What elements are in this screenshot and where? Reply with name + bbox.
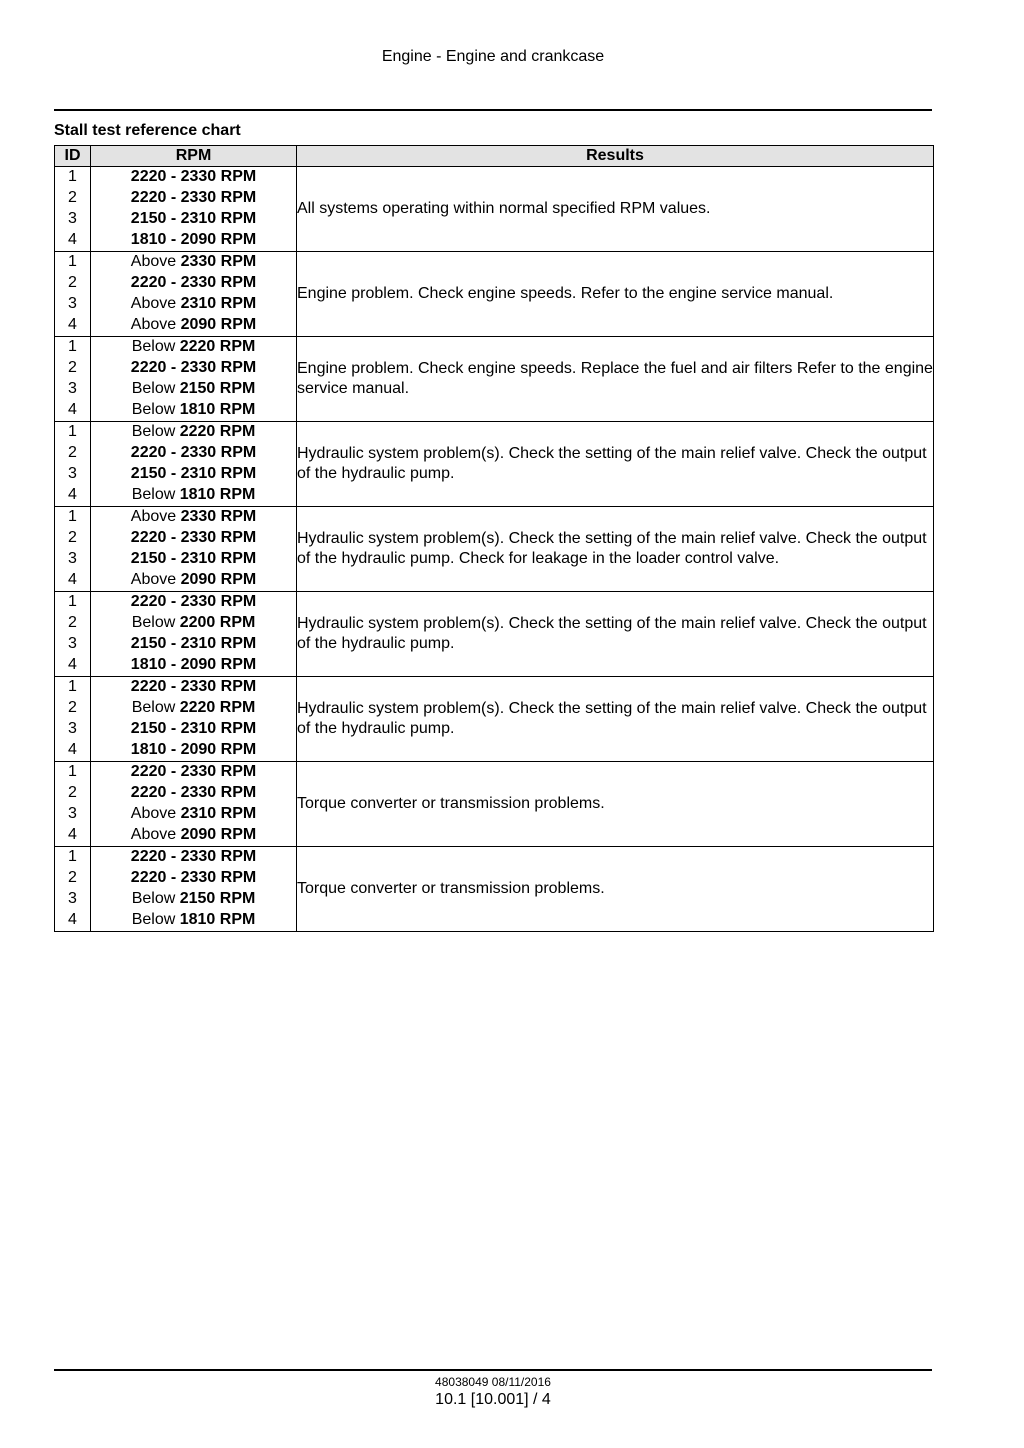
rpm-value bbox=[91, 209, 296, 230]
id-cell bbox=[55, 422, 91, 507]
rpm-range: 2220 RPM bbox=[179, 423, 256, 440]
id-cell bbox=[55, 592, 91, 677]
rpm-range: 1810 - 2090 RPM bbox=[130, 656, 257, 673]
rpm-value bbox=[91, 485, 296, 506]
result-cell: Hydraulic system problem(s). Check the setting of the main relief valve. Check the output of the hydraulic pump. Check for leakage in the loader control valve. bbox=[297, 507, 934, 592]
rpm-cell bbox=[91, 507, 297, 592]
stall-test-table bbox=[54, 145, 934, 932]
rpm-range: 2220 - 2330 RPM bbox=[130, 784, 257, 801]
rpm-value bbox=[91, 358, 296, 379]
rpm-value bbox=[91, 719, 296, 740]
rpm-range: 1810 RPM bbox=[179, 486, 256, 503]
rpm-cell bbox=[91, 422, 297, 507]
rpm-range: 2200 RPM bbox=[179, 614, 256, 631]
test-id: 2 bbox=[68, 359, 77, 376]
test-id: 3 bbox=[68, 465, 77, 482]
result-cell: Hydraulic system problem(s). Check the setting of the main relief valve. Check the output of the hydraulic pump. bbox=[297, 677, 934, 762]
page-number: 10.1 [10.001] / 4 bbox=[435, 1391, 551, 1408]
rpm-range: 1810 - 2090 RPM bbox=[130, 741, 257, 758]
rpm-cell bbox=[91, 677, 297, 762]
id-cell bbox=[55, 762, 91, 847]
rpm-value bbox=[91, 273, 296, 294]
table-row bbox=[55, 167, 934, 252]
id-cell bbox=[55, 337, 91, 422]
id-cell bbox=[55, 252, 91, 337]
test-id: 1 bbox=[68, 678, 77, 695]
test-id: 2 bbox=[68, 699, 77, 716]
id-cell bbox=[55, 677, 91, 762]
rpm-value bbox=[91, 847, 296, 868]
id-cell bbox=[55, 167, 91, 252]
test-id: 1 bbox=[68, 253, 77, 270]
rpm-range: 2220 - 2330 RPM bbox=[130, 444, 257, 461]
rpm-range: 2090 RPM bbox=[180, 571, 257, 588]
test-id: 4 bbox=[68, 741, 77, 758]
rpm-range: 2150 - 2310 RPM bbox=[130, 720, 257, 737]
rpm-range: 2220 - 2330 RPM bbox=[130, 359, 257, 376]
rpm-qualifier: Below bbox=[131, 380, 180, 397]
rpm-range: 2090 RPM bbox=[180, 826, 257, 843]
rpm-range: 1810 RPM bbox=[179, 401, 256, 418]
rpm-value bbox=[91, 698, 296, 719]
header-divider bbox=[54, 109, 932, 111]
test-id: 4 bbox=[68, 486, 77, 503]
result-cell: All systems operating within normal specified RPM values. bbox=[297, 167, 934, 252]
test-id: 2 bbox=[68, 614, 77, 631]
test-id: 4 bbox=[68, 316, 77, 333]
rpm-range: 2310 RPM bbox=[180, 805, 257, 822]
rpm-value bbox=[91, 549, 296, 570]
rpm-range: 2220 - 2330 RPM bbox=[130, 593, 257, 610]
rpm-qualifier: Above bbox=[130, 316, 181, 333]
rpm-value bbox=[91, 188, 296, 209]
rpm-value bbox=[91, 528, 296, 549]
rpm-cell bbox=[91, 252, 297, 337]
rpm-value bbox=[91, 825, 296, 846]
result-cell: Torque converter or transmission problems. bbox=[297, 762, 934, 847]
rpm-range: 2220 - 2330 RPM bbox=[130, 763, 257, 780]
rpm-value bbox=[91, 337, 296, 358]
test-id: 3 bbox=[68, 890, 77, 907]
rpm-range: 2150 RPM bbox=[179, 380, 256, 397]
test-id: 1 bbox=[68, 168, 77, 185]
rpm-value bbox=[91, 252, 296, 273]
table-row bbox=[55, 252, 934, 337]
rpm-value bbox=[91, 634, 296, 655]
rpm-value bbox=[91, 570, 296, 591]
rpm-range: 2150 - 2310 RPM bbox=[130, 210, 257, 227]
rpm-range: 1810 - 2090 RPM bbox=[130, 231, 257, 248]
test-id: 1 bbox=[68, 338, 77, 355]
rpm-value bbox=[91, 315, 296, 336]
document-number: 48038049 08/11/2016 bbox=[435, 1375, 551, 1389]
rpm-value bbox=[91, 783, 296, 804]
table-row bbox=[55, 762, 934, 847]
test-id: 1 bbox=[68, 848, 77, 865]
test-id: 2 bbox=[68, 784, 77, 801]
rpm-value bbox=[91, 592, 296, 613]
test-id: 1 bbox=[68, 763, 77, 780]
test-id: 1 bbox=[68, 423, 77, 440]
rpm-range: 2090 RPM bbox=[180, 316, 257, 333]
test-id: 2 bbox=[68, 869, 77, 886]
test-id: 3 bbox=[68, 380, 77, 397]
rpm-qualifier: Above bbox=[130, 295, 181, 312]
rpm-value bbox=[91, 443, 296, 464]
rpm-cell bbox=[91, 762, 297, 847]
rpm-range: 2150 RPM bbox=[179, 890, 256, 907]
rpm-value bbox=[91, 422, 296, 443]
test-id: 3 bbox=[68, 720, 77, 737]
result-cell: Engine problem. Check engine speeds. Refer to the engine service manual. bbox=[297, 252, 934, 337]
rpm-range: 2310 RPM bbox=[180, 295, 257, 312]
result-cell: Hydraulic system problem(s). Check the setting of the main relief valve. Check the output of the hydraulic pump. bbox=[297, 422, 934, 507]
rpm-value bbox=[91, 294, 296, 315]
rpm-range: 2220 - 2330 RPM bbox=[130, 869, 257, 886]
table-row bbox=[55, 422, 934, 507]
test-id: 3 bbox=[68, 805, 77, 822]
rpm-qualifier: Below bbox=[131, 890, 180, 907]
column-header-id: ID bbox=[55, 146, 91, 167]
rpm-value bbox=[91, 230, 296, 251]
rpm-cell bbox=[91, 167, 297, 252]
rpm-value bbox=[91, 889, 296, 910]
rpm-qualifier: Below bbox=[131, 401, 180, 418]
test-id: 3 bbox=[68, 295, 77, 312]
rpm-cell bbox=[91, 592, 297, 677]
rpm-qualifier: Below bbox=[131, 486, 180, 503]
column-header-results: Results bbox=[297, 146, 934, 167]
rpm-range: 2220 - 2330 RPM bbox=[130, 848, 257, 865]
table-header-row bbox=[55, 146, 934, 167]
test-id: 3 bbox=[68, 635, 77, 652]
rpm-range: 2220 RPM bbox=[179, 338, 256, 355]
test-id: 4 bbox=[68, 571, 77, 588]
rpm-value bbox=[91, 613, 296, 634]
table-row bbox=[55, 847, 934, 932]
rpm-range: 2220 - 2330 RPM bbox=[130, 678, 257, 695]
rpm-qualifier: Below bbox=[131, 911, 180, 928]
test-id: 4 bbox=[68, 911, 77, 928]
rpm-value bbox=[91, 655, 296, 676]
test-id: 1 bbox=[68, 593, 77, 610]
test-id: 2 bbox=[68, 189, 77, 206]
result-cell: Torque converter or transmission problems. bbox=[297, 847, 934, 932]
rpm-qualifier: Above bbox=[130, 805, 181, 822]
test-id: 2 bbox=[68, 444, 77, 461]
table-row bbox=[55, 337, 934, 422]
test-id: 2 bbox=[68, 529, 77, 546]
test-id: 3 bbox=[68, 550, 77, 567]
rpm-qualifier: Below bbox=[131, 338, 180, 355]
rpm-qualifier: Above bbox=[130, 508, 181, 525]
table-row bbox=[55, 592, 934, 677]
rpm-value bbox=[91, 400, 296, 421]
rpm-value bbox=[91, 762, 296, 783]
test-id: 4 bbox=[68, 656, 77, 673]
rpm-range: 2220 - 2330 RPM bbox=[130, 274, 257, 291]
id-cell bbox=[55, 507, 91, 592]
rpm-range: 2330 RPM bbox=[180, 253, 257, 270]
rpm-value bbox=[91, 464, 296, 485]
rpm-range: 2150 - 2310 RPM bbox=[130, 465, 257, 482]
table-row bbox=[55, 507, 934, 592]
rpm-range: 2330 RPM bbox=[180, 508, 257, 525]
footer-divider bbox=[54, 1369, 932, 1371]
test-id: 3 bbox=[68, 210, 77, 227]
rpm-cell bbox=[91, 847, 297, 932]
rpm-qualifier: Above bbox=[130, 253, 181, 270]
rpm-value bbox=[91, 804, 296, 825]
rpm-value bbox=[91, 379, 296, 400]
column-header-rpm: RPM bbox=[91, 146, 297, 167]
rpm-qualifier: Below bbox=[131, 614, 180, 631]
rpm-value bbox=[91, 910, 296, 931]
test-id: 1 bbox=[68, 508, 77, 525]
result-cell: Engine problem. Check engine speeds. Replace the fuel and air filters Refer to the engine service manual. bbox=[297, 337, 934, 422]
rpm-qualifier: Above bbox=[130, 571, 181, 588]
table-body bbox=[55, 167, 934, 932]
chart-title: Stall test reference chart bbox=[54, 122, 241, 139]
rpm-value bbox=[91, 868, 296, 889]
rpm-range: 2220 RPM bbox=[179, 699, 256, 716]
rpm-cell bbox=[91, 337, 297, 422]
rpm-value bbox=[91, 507, 296, 528]
rpm-range: 2220 - 2330 RPM bbox=[130, 189, 257, 206]
rpm-range: 2220 - 2330 RPM bbox=[130, 529, 257, 546]
page-header: Engine - Engine and crankcase bbox=[381, 48, 605, 65]
rpm-range: 2150 - 2310 RPM bbox=[130, 550, 257, 567]
table-row bbox=[55, 677, 934, 762]
test-id: 4 bbox=[68, 231, 77, 248]
test-id: 4 bbox=[68, 401, 77, 418]
rpm-value bbox=[91, 677, 296, 698]
rpm-range: 2220 - 2330 RPM bbox=[130, 168, 257, 185]
result-cell: Hydraulic system problem(s). Check the setting of the main relief valve. Check the output of the hydraulic pump. bbox=[297, 592, 934, 677]
test-id: 2 bbox=[68, 274, 77, 291]
rpm-value bbox=[91, 167, 296, 188]
rpm-range: 1810 RPM bbox=[179, 911, 256, 928]
id-cell bbox=[55, 847, 91, 932]
rpm-qualifier: Below bbox=[131, 699, 180, 716]
rpm-qualifier: Below bbox=[131, 423, 180, 440]
rpm-value bbox=[91, 740, 296, 761]
rpm-range: 2150 - 2310 RPM bbox=[130, 635, 257, 652]
test-id: 4 bbox=[68, 826, 77, 843]
rpm-qualifier: Above bbox=[130, 826, 181, 843]
